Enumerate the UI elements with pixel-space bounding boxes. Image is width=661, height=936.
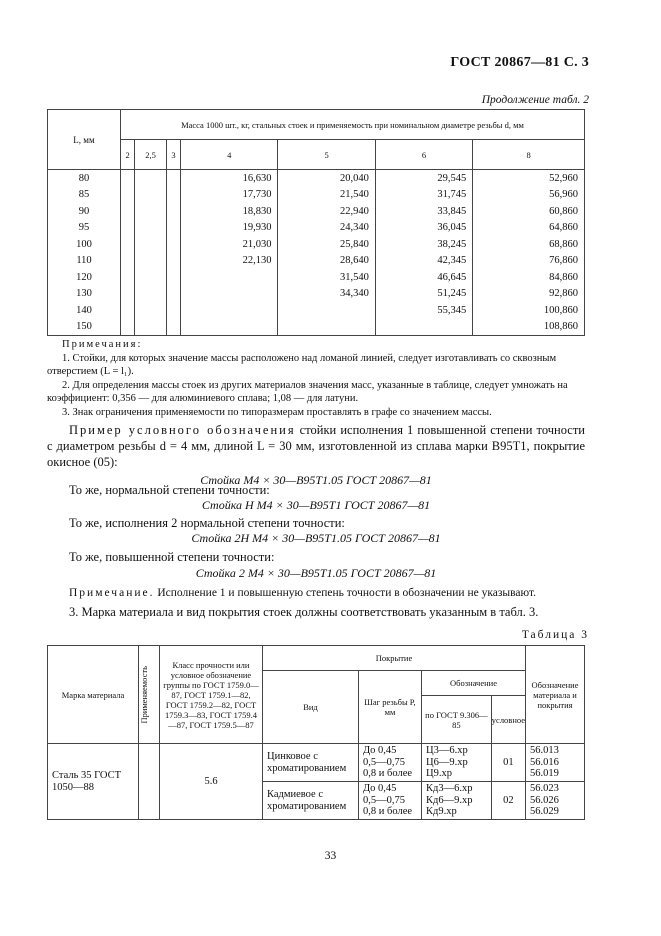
length-cell: 80 [48,170,121,187]
mass-cell: 21,540 [278,187,375,204]
designation-2: Стойка Н М4 × 30—В95Т1 ГОСТ 20867—81 [201,498,431,512]
mass-cell: 28,640 [278,253,375,270]
length-cell: 100 [48,236,121,253]
mass-cell [121,269,135,286]
table-continuation-label: Продолжение табл. 2 [481,94,589,106]
text-4-wrap [47,549,585,565]
table-row [48,302,585,319]
mass-cell: 36,045 [375,220,472,237]
mass-cell [166,286,180,303]
pitch-cell: До 0,45 0,5—0,75 0,8 и более [359,782,422,820]
mass-cell: 17,730 [181,187,278,204]
length-cell: 140 [48,302,121,319]
coating-header: Покрытие [263,646,526,671]
note-2: 2. Для определения массы стоек из других материалов значения масс, указанные в таблице, следует умножать на коэффициент: 0,356 — для алюминиевого сплава; 1,08 — для латуни. [47,379,568,404]
mass-cell: 21,030 [181,236,278,253]
use-header-cell [139,646,160,744]
mass-cell [121,302,135,319]
diameter-header: 2 [121,140,135,170]
table-2 [47,109,585,336]
item-3-wrap [47,604,585,620]
mass-cell: 22,130 [181,253,278,270]
mass-cell: 42,345 [375,253,472,270]
mass-cell: 64,860 [473,220,585,237]
mass-cell [135,236,167,253]
mass-cell [135,220,167,237]
mass-cell [121,170,135,187]
length-cell: 95 [48,220,121,237]
mass-cell [181,286,278,303]
designation-3: Стойка 2Н М4 × 30—В95Т1.05 ГОСТ 20867—81 [191,531,441,545]
code-header: Обозначение материала и покрытия [526,646,585,744]
table-row [48,269,585,286]
cond-cell: 02 [491,782,525,820]
mass-cell: 22,940 [278,203,375,220]
mass-cell: 51,245 [375,286,472,303]
table-row [48,286,585,303]
page-header: ГОСТ 20867—81 С. 3 [450,55,589,70]
length-cell: 110 [48,253,121,270]
gost-header: по ГОСТ 9.306—85 [422,696,492,744]
kind-header: Вид [263,671,359,744]
item-3: 3. Марка материала и вид покрытия стоек должны соответствовать указанным в табл. 3. [69,605,539,619]
table-row [48,187,585,204]
example-paragraph [47,422,585,470]
kind-cell: Цинковое с хроматированием [263,744,359,782]
length-cell: 130 [48,286,121,303]
mass-cell [135,286,167,303]
mass-cell [121,220,135,237]
mass-cell: 56,960 [473,187,585,204]
notes-title: Примечания: [62,339,143,350]
kind-cell: Кадмиевое с хроматированием [263,782,359,820]
class-cell: 5.6 [160,744,263,820]
mass-cell [166,319,180,336]
gost-cell: Кд3—6.хр Кд6—9.хр Кд9.хр [422,782,492,820]
mass-cell [121,286,135,303]
use-header: Применяемость [139,665,149,724]
mass-cell [121,203,135,220]
note-text: Исполнение 1 и повышенную степень точности в обозначении не указывают. [154,587,536,599]
text-2-wrap [47,482,585,498]
mass-cell: 19,930 [181,220,278,237]
code-cell: 56.013 56.016 56.019 [526,744,585,782]
mass-cell [181,319,278,336]
mass-cell [135,203,167,220]
mass-cell [166,220,180,237]
mass-cell: 60,860 [473,203,585,220]
mass-cell [135,302,167,319]
table-row [48,744,585,782]
code-cell: 56.023 56.026 56.029 [526,782,585,820]
diameter-header: 2,5 [135,140,167,170]
text-3-wrap [47,515,585,531]
mass-cell [166,302,180,319]
mass-cell: 33,845 [375,203,472,220]
material-header: Марка материала [48,646,139,744]
mass-cell [166,203,180,220]
gost-cell: Ц3—6.хр Ц6—9.хр Ц9.хр [422,744,492,782]
mass-caption: Масса 1000 шт., кг, стальных стоек и применяемость при номинальном диаметре резьбы d, мм [121,110,585,140]
mass-cell: 24,340 [278,220,375,237]
mass-cell [166,253,180,270]
table-row [48,220,585,237]
cond-cell: 01 [491,744,525,782]
diameter-header: 4 [181,140,278,170]
class-header: Класс прочности или условное обозначение группы по ГОСТ 1759.0—87, ГОСТ 1759.1—82, ГОСТ 1759.2—82, ГОСТ 1759.3—83, ГОСТ 1759.4—87, ГОСТ 1759.5—87 [160,646,263,744]
table-row [48,253,585,270]
mass-cell: 92,860 [473,286,585,303]
mass-cell [135,170,167,187]
mass-cell [181,269,278,286]
mass-cell [181,302,278,319]
note-3: 3. Знак ограничения применяемости по типоразмерам проставлять в графе со значением массы. [62,406,492,418]
mass-cell [135,187,167,204]
designation-1: Стойка М4 × 30—В95Т1.05 ГОСТ 20867—81 [200,473,432,487]
mass-cell: 31,745 [375,187,472,204]
mass-cell [135,319,167,336]
designation-4: Стойка 2 М4 × 30—В95Т1.05 ГОСТ 20867—81 [195,566,437,580]
example-lead: Пример условного обозначения [69,423,296,437]
table-3-title: Таблица 3 [521,629,589,641]
mass-cell [278,302,375,319]
material-cell: Сталь 35 ГОСТ 1050—88 [48,744,139,820]
length-cell: 120 [48,269,121,286]
table-row [48,319,585,336]
page-number: 33 [324,850,337,862]
length-cell: 90 [48,203,121,220]
mass-cell: 68,860 [473,236,585,253]
mass-cell [166,170,180,187]
mass-cell: 55,345 [375,302,472,319]
text-3: То же, исполнения 2 нормальной степени точности: [69,516,345,530]
diameter-header: 5 [278,140,375,170]
mass-cell: 38,245 [375,236,472,253]
diameter-header: 6 [375,140,472,170]
length-cell: 150 [48,319,121,336]
mass-cell: 108,860 [473,319,585,336]
mass-cell [166,236,180,253]
note-wrap [47,585,585,601]
notes [47,338,585,419]
note-lead: Примечание. [69,587,155,599]
table-row [48,170,585,187]
mass-cell [121,236,135,253]
designation-header: Обозначение [422,671,526,696]
col-length-header: L, мм [48,110,121,170]
mass-cell: 52,960 [473,170,585,187]
mass-cell: 34,340 [278,286,375,303]
mass-cell [166,269,180,286]
mass-cell [375,319,472,336]
mass-cell: 16,630 [181,170,278,187]
diameter-header: 8 [473,140,585,170]
mass-cell [121,187,135,204]
mass-cell [121,319,135,336]
mass-cell [166,187,180,204]
mass-cell: 29,545 [375,170,472,187]
mass-cell: 76,860 [473,253,585,270]
mass-cell: 20,040 [278,170,375,187]
diameter-header: 3 [166,140,180,170]
note-1: 1. Стойки, для которых значение массы расположено над ломаной линией, следует изготавливать со сквозным отверстием (L = l₁). [47,352,557,377]
mass-cell [135,253,167,270]
table-3 [47,645,585,820]
table-row [48,236,585,253]
text-2: То же, нормальной степени точности: [69,483,270,497]
mass-cell: 18,830 [181,203,278,220]
use-cell [139,744,160,820]
table-row [48,203,585,220]
mass-cell: 31,540 [278,269,375,286]
cond-header: условное [491,696,525,744]
text-4: То же, повышенной степени точности: [69,550,275,564]
example-text: стойки исполнения 1 повышенной степени точности с диаметром резьбы d = 4 мм, длиной L = 30 мм, изготовленной из сплава марки В95Т1, покрытие окисное (05): [47,423,585,469]
mass-cell: 84,860 [473,269,585,286]
mass-cell [278,319,375,336]
mass-cell: 100,860 [473,302,585,319]
mass-cell [135,269,167,286]
length-cell: 85 [48,187,121,204]
mass-cell: 25,840 [278,236,375,253]
mass-cell: 46,645 [375,269,472,286]
pitch-cell: До 0,45 0,5—0,75 0,8 и более [359,744,422,782]
mass-cell [121,253,135,270]
pitch-header: Шаг резьбы P, мм [359,671,422,744]
